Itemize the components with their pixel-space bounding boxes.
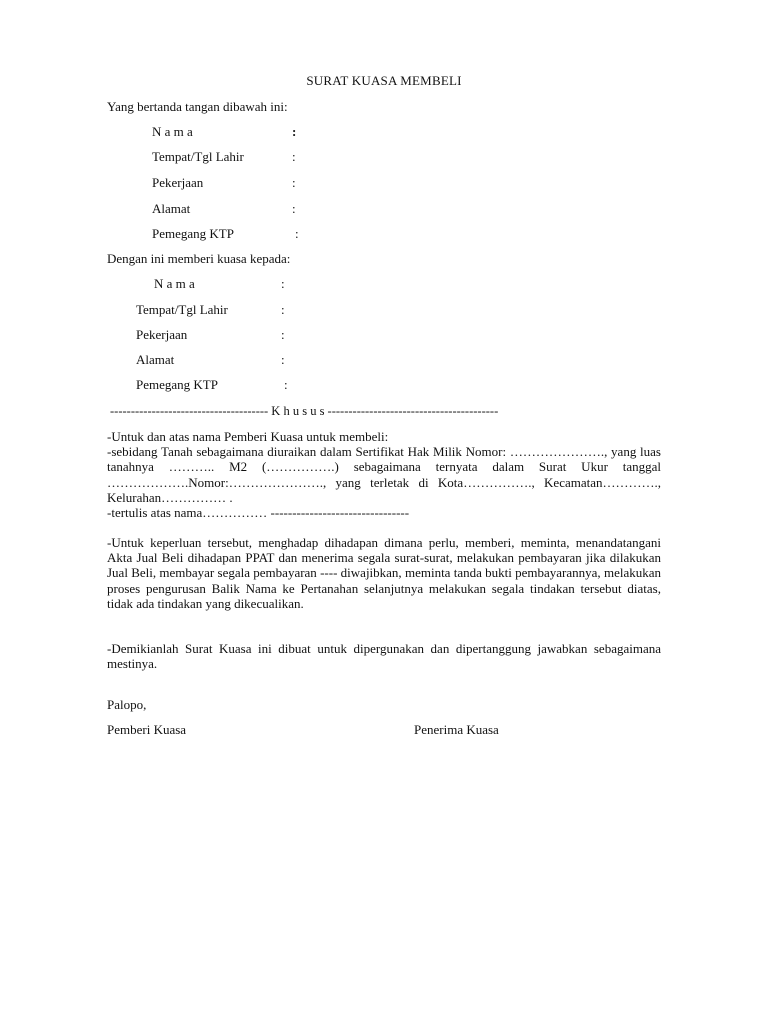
paragraph2-text: -Untuk keperluan tersebut, menghadap dihadapan dimana perlu, memberi, meminta, menandatangani Akta Jual Beli dihadapan PPAT dan menerima segala surat-surat, melakukan pembayaran jika dilakukan Jual Beli, membayar segala pembayaran ---- diwajibkan, meminta tanda bukti pembayarannya, melakukan proses pengurusan Balik Nama ke Pertanahan selanjutnya melakukan segala tindakan tersebut diatas, tidak ada tindakan yang dikecualikan. [107, 535, 661, 611]
grantee-name-label: N a m a [154, 276, 195, 291]
grantee-name-colon: : [281, 276, 285, 291]
grantee-job-colon: : [281, 327, 285, 342]
grantor-job-label: Pekerjaan [152, 175, 204, 190]
place-date: Palopo, [107, 697, 147, 712]
grantee-birth-label: Tempat/Tgl Lahir [136, 302, 228, 317]
paragraph-authority [107, 535, 661, 611]
grantee-ktp-label: Pemegang KTP [136, 377, 218, 392]
document-title: SURAT KUASA MEMBELI [306, 73, 462, 88]
grantor-ktp-label: Pemegang KTP [152, 226, 234, 241]
intro-text: Yang bertanda tangan dibawah ini: [107, 99, 288, 114]
paragraph-closing [107, 641, 661, 671]
grantor-birth-colon: : [292, 149, 296, 164]
grantee-birth-colon: : [281, 302, 285, 317]
paragraph1-line2: -sebidang Tanah sebagaimana diuraikan dalam Sertifikat Hak Milik Nomor: …………………., yang luas tanahnya ……….. M2 (…………….) sebagaimana ternyata dalam Surat Ukur tanggal ……………….Nomor:…………………., yang terletak di Kota……………., Kecamatan…………., Kelurahan…………… . [107, 444, 661, 505]
grantee-address-colon: : [281, 352, 285, 367]
grantor-name-colon: : [292, 124, 297, 139]
grantor-address-label: Alamat [152, 201, 191, 216]
grant-intro-text: Dengan ini memberi kuasa kepada: [107, 251, 291, 266]
grantee-ktp-colon: : [284, 377, 288, 392]
grantor-ktp-colon: : [295, 226, 299, 241]
signer-grantee-label: Penerima Kuasa [414, 722, 499, 737]
paragraph1-line3: -tertulis atas nama…………… -------------------------------- [107, 505, 410, 521]
paragraph-purchase-object [107, 429, 661, 520]
signer-grantor-label: Pemberi Kuasa [107, 722, 187, 737]
grantor-job-colon: : [292, 175, 296, 190]
paragraph3-text: -Demikianlah Surat Kuasa ini dibuat untuk dipergunakan dan dipertanggung jawabkan sebagaimana mestinya. [107, 641, 661, 672]
grantee-address-label: Alamat [136, 352, 175, 367]
grantor-address-colon: : [292, 201, 296, 216]
khusus-divider: -------------------------------------- K h u s u s ----------------------------------------- [110, 404, 499, 418]
grantor-birth-label: Tempat/Tgl Lahir [152, 149, 244, 164]
paragraph1-line1: -Untuk dan atas nama Pemberi Kuasa untuk membeli: [107, 429, 389, 444]
grantor-name-label: N a m a [152, 124, 193, 139]
grantee-job-label: Pekerjaan [136, 327, 188, 342]
